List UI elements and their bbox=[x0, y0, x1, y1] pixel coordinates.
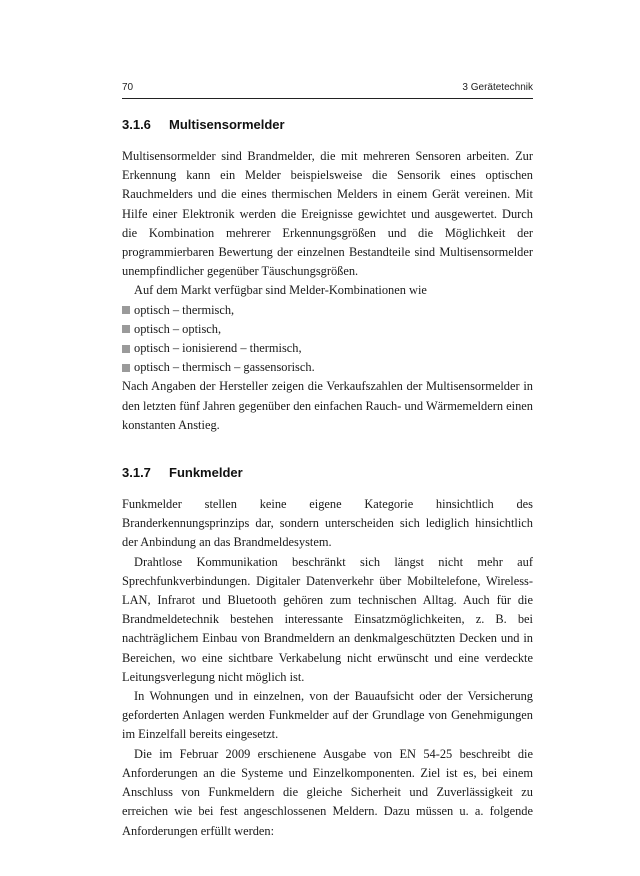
section-title: Funkmelder bbox=[169, 465, 243, 481]
paragraph: Auf dem Markt verfügbar sind Melder-Kombinationen wie bbox=[134, 283, 427, 298]
list-item bbox=[122, 320, 533, 339]
running-header bbox=[122, 82, 533, 99]
square-bullet-icon bbox=[122, 364, 130, 372]
paragraph: Die im Februar 2009 erschienene Ausgabe von EN 54-25 beschreibt die Anforderungen an die Systeme und Einzelkomponenten. Ziel ist es, bei einem Anschluss von Funkmeldern die gleiche Sicherheit und Zuverlässigkeit zu erreichen wie bei fest angeschlossenen Meldern. Dazu müssen u. a. folgende Anforderungen erfüllt werden: bbox=[122, 746, 533, 838]
section-heading-funkmelder bbox=[122, 465, 533, 480]
book-page bbox=[122, 82, 533, 841]
chapter-title: 3 Gerätetechnik bbox=[462, 82, 533, 93]
section-title: Multisensormelder bbox=[169, 117, 285, 132]
paragraph: Multisensormelder sind Brandmelder, die mit mehreren Sensoren arbeiten. Zur Erkennung kann ein Melder beispielsweise die Sensorik eines optischen Rauchmelders und die eines thermischen Melders in einem Gerät vereinen. Mit Hilfe einer Elektronik werden die Ereignisse gewichtet und ausgewertet. Durch die Kombination mehrerer Erkennungsgrößen und die Möglichkeit der programmierbaren Bewertung der einzelnen Bestandteile sind Multisensormelder unempfindlicher gegenüber Täuschungsgrößen. bbox=[122, 149, 533, 279]
list-item bbox=[122, 301, 533, 320]
list-item bbox=[122, 358, 533, 377]
section-number: 3.1.6 bbox=[122, 117, 151, 132]
square-bullet-icon bbox=[122, 306, 130, 314]
paragraph: Funkmelder stellen keine eigene Kategorie hinsichtlich des Branderkennungsprinzips dar, sondern unterscheiden sich lediglich hinsichtlich der Anbindung an das Brandmeldesystem. bbox=[122, 497, 533, 550]
paragraph: Drahtlose Kommunikation beschränkt sich längst nicht mehr auf Sprechfunkverbindungen. Digitaler Datenverkehr über Mobiltelefone, Wireless-LAN, Infrarot und Bluetooth gehören zum technischen Alltag. Auch für die Brandmeldetechnik bestehen interessante Einsatzmöglichkeiten, z. B. bei nachträglichem Einbau von Brandmeldern an denkmalgeschützten Decken und in Bereichen, wo eine sichtbare Verkabelung nicht erwünscht und eine verdeckte Leitungsverlegung nicht möglich ist. bbox=[122, 554, 533, 684]
list-item bbox=[122, 339, 533, 358]
list-item-text: optisch – thermisch, bbox=[134, 302, 235, 317]
paragraph: Nach Angaben der Hersteller zeigen die Verkaufszahlen der Multisensormelder in den letzten fünf Jahren gegenüber den einfachen Rauch- und Wärmemeldern einen konstanten Anstieg. bbox=[122, 379, 533, 432]
list-item-text: optisch – optisch, bbox=[134, 321, 222, 336]
paragraph: In Wohnungen und in einzelnen, von der Bauaufsicht oder der Versicherung geforderten Anlagen werden Funkmelder auf der Grundlage von Genehmigungen im Einzelfall bereits eingesetzt. bbox=[122, 689, 533, 742]
page-number: 70 bbox=[122, 82, 134, 93]
sensor-combination-list bbox=[122, 301, 533, 378]
square-bullet-icon bbox=[122, 345, 130, 353]
section-number: 3.1.7 bbox=[122, 465, 151, 481]
square-bullet-icon bbox=[122, 325, 130, 333]
list-item-text: optisch – ionisierend – thermisch, bbox=[134, 341, 302, 356]
section-heading-multisensormelder bbox=[122, 117, 533, 132]
list-item-text: optisch – thermisch – gassensorisch. bbox=[134, 360, 315, 375]
